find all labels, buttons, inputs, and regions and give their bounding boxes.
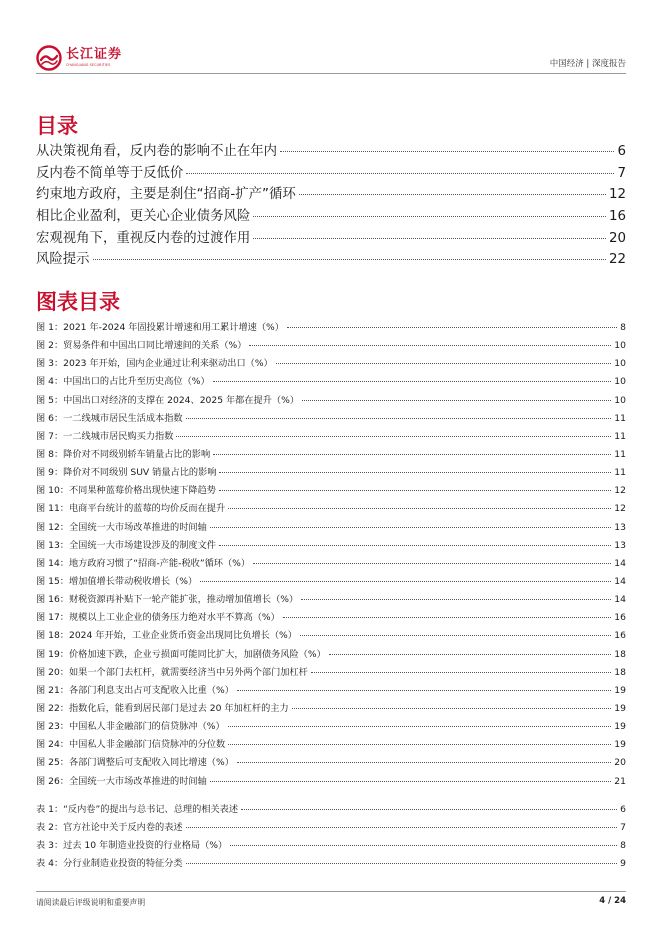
- figure-entry[interactable]: [36, 446, 626, 464]
- toc-entry-title[interactable]: 宏观视角下，重视反内卷的过渡作用: [36, 230, 251, 246]
- figure-entry-page[interactable]: 14: [614, 594, 626, 606]
- dot-leader: [283, 617, 611, 618]
- figure-entry[interactable]: [36, 700, 626, 718]
- figures-title: 图表目录: [36, 290, 120, 314]
- figure-entry-page[interactable]: 10: [614, 358, 626, 370]
- figure-entry-page[interactable]: 14: [614, 557, 626, 569]
- figure-entry[interactable]: [36, 482, 626, 500]
- footer-disclaimer: 请阅读最后评级说明和重要声明: [36, 898, 146, 907]
- dot-leader: [210, 781, 611, 782]
- logo-chinese-name: 长江证券: [66, 47, 123, 62]
- figure-entry[interactable]: [36, 410, 626, 428]
- header-divider: [36, 73, 626, 74]
- dot-leader: [329, 654, 612, 655]
- table-entry[interactable]: [36, 819, 626, 837]
- dot-leader: [219, 472, 611, 473]
- figure-entry-page[interactable]: 16: [614, 612, 626, 624]
- figure-entry-title[interactable]: 图 26：全国统一大市场改革推进的时间轴: [36, 775, 207, 787]
- figure-entry-page[interactable]: 13: [614, 539, 626, 551]
- figure-entry-title[interactable]: 图 12：全国统一大市场改革推进的时间轴: [36, 521, 207, 533]
- logo-english-name: CHANGJIANG SECURITIES: [66, 63, 111, 67]
- changjiang-logo-icon: [36, 45, 62, 71]
- report-category: 中国经济 | 深度报告: [549, 59, 626, 69]
- table-entry-title[interactable]: 表 3：过去 10 年制造业投资的行业格局（%）: [36, 840, 228, 851]
- figure-entry-page[interactable]: 10: [614, 394, 626, 406]
- toc-entry-title[interactable]: 从决策视角看，反内卷的影响不止在年内: [36, 144, 278, 159]
- figure-entry-title[interactable]: 图 22：指数化后，能看到居民部门是过去 20 年加杠杆的主力: [36, 702, 289, 714]
- figure-entry-page[interactable]: 19: [614, 702, 626, 714]
- figure-entry-page[interactable]: 13: [614, 521, 626, 533]
- toc-entry-page[interactable]: 12: [608, 187, 626, 203]
- figure-entry[interactable]: [36, 646, 626, 664]
- toc-entry-title[interactable]: 相比企业盈利，更关心企业债务风险: [36, 209, 251, 225]
- figure-entry-title[interactable]: 图 20：如果一个部门去杠杆，就需要经济当中另外两个部门加杠杆: [36, 666, 308, 678]
- figure-entry[interactable]: [36, 519, 626, 537]
- dot-leader: [219, 490, 611, 491]
- figure-entry-title[interactable]: 图 15：增加值增长带动税收增长（%）: [36, 575, 198, 587]
- figure-entry-title[interactable]: 图 3：2023 年开始，国内企业通过让利来驱动出口（%）: [36, 358, 273, 370]
- figure-entry-page[interactable]: 8: [620, 322, 626, 333]
- figure-entry-title[interactable]: 图 13：全国统一大市场建设涉及的制度文件: [36, 539, 216, 551]
- figure-entry-title[interactable]: 图 11：电商平台统计的蓝莓的均价反而在提升: [36, 503, 226, 515]
- figure-entry[interactable]: [36, 428, 626, 446]
- dot-leader: [237, 690, 611, 691]
- dot-leader: [230, 845, 617, 846]
- dot-leader: [176, 436, 611, 437]
- page-indicator: 4 / 24: [599, 896, 626, 906]
- figure-entry[interactable]: [36, 337, 626, 355]
- figure-entry[interactable]: [36, 537, 626, 555]
- dot-leader: [93, 259, 606, 260]
- figure-entry-page[interactable]: 20: [614, 757, 626, 769]
- toc-title: 目录: [36, 114, 78, 138]
- dot-leader: [237, 762, 611, 763]
- dot-leader: [213, 381, 612, 382]
- dot-leader: [276, 363, 612, 364]
- figure-entry-page[interactable]: 11: [614, 448, 626, 460]
- figure-entry-page[interactable]: 18: [614, 648, 626, 660]
- dot-leader: [186, 418, 612, 419]
- table-entry-title[interactable]: 表 1：“反内卷”的提出与总书记、总理的相关表述: [36, 804, 239, 815]
- figure-entry[interactable]: [36, 682, 626, 700]
- dot-leader: [186, 827, 618, 828]
- toc-entry[interactable]: [36, 205, 626, 227]
- company-logo: [36, 45, 122, 71]
- figure-entry-page[interactable]: 11: [614, 467, 626, 479]
- toc-entry[interactable]: [36, 162, 626, 184]
- figure-entry-page[interactable]: 18: [614, 666, 626, 678]
- table-entry-page[interactable]: 7: [620, 822, 626, 833]
- table-entry-title[interactable]: 表 4：分行业制造业投资的特征分类: [36, 858, 183, 869]
- figure-entry-page[interactable]: 19: [614, 684, 626, 696]
- table-entry[interactable]: [36, 801, 626, 819]
- dot-leader: [241, 809, 617, 810]
- dot-leader: [228, 726, 612, 727]
- figure-entry[interactable]: [36, 664, 626, 682]
- figure-entry-title[interactable]: 图 19：价格加速下跌，企业亏损面可能同比扩大，加剧债务风险（%）: [36, 648, 326, 660]
- figure-entry[interactable]: [36, 718, 626, 736]
- toc-entry-title[interactable]: 约束地方政府，主要是刹住“招商-扩产”循环: [36, 187, 296, 203]
- figure-entry[interactable]: [36, 573, 626, 591]
- figure-entry-page[interactable]: 10: [614, 376, 626, 388]
- dot-leader: [228, 508, 611, 509]
- figure-entry-title[interactable]: 图 1：2021 年-2024 年固投累计增速和用工累计增速（%）: [36, 322, 284, 333]
- figure-entry-title[interactable]: 图 23：中国私人非金融部门的信贷脉冲（%）: [36, 721, 225, 733]
- figure-entry[interactable]: [36, 464, 626, 482]
- figure-entry-title[interactable]: 图 21：各部门利息支出占可支配收入比重（%）: [36, 684, 234, 696]
- toc-entry[interactable]: [36, 140, 626, 162]
- figure-entry-title[interactable]: 图 8：降价对不同级别轿车销量占比的影响: [36, 448, 211, 460]
- figure-entry-page[interactable]: 19: [614, 739, 626, 751]
- footer-divider: [36, 891, 626, 892]
- figure-entry[interactable]: [36, 392, 626, 410]
- dot-leader: [219, 545, 611, 546]
- toc-entry-title[interactable]: 反内卷不简单等于反低价: [36, 165, 184, 181]
- dot-leader: [249, 345, 611, 346]
- figure-entry[interactable]: [36, 500, 626, 518]
- table-entry-page[interactable]: 8: [620, 840, 626, 851]
- dot-leader: [253, 238, 606, 239]
- dot-leader: [253, 216, 606, 217]
- figure-entry[interactable]: [36, 319, 626, 337]
- figure-entry-page[interactable]: 11: [614, 430, 626, 442]
- dot-leader: [299, 194, 606, 195]
- dot-leader: [280, 151, 614, 152]
- toc-entry-page[interactable]: 22: [608, 252, 626, 268]
- toc-entry-page[interactable]: 16: [608, 209, 626, 225]
- toc-entry[interactable]: [36, 248, 626, 270]
- toc-entry[interactable]: [36, 183, 626, 205]
- table-entry[interactable]: [36, 855, 626, 873]
- figure-entry-title[interactable]: 图 2：贸易条件和中国出口同比增速间的关系（%）: [36, 340, 247, 352]
- figure-entry-title[interactable]: 图 10：不同果种蓝莓价格出现快速下降趋势: [36, 485, 216, 497]
- dot-leader: [253, 563, 611, 564]
- figure-entry-title[interactable]: 图 4：中国出口的占比升至历史高位（%）: [36, 376, 210, 388]
- dot-leader: [186, 863, 618, 864]
- toc-entry-title[interactable]: 风险提示: [36, 252, 90, 268]
- figure-entry-title[interactable]: 图 18：2024 年开始，工业企业货币资金出现同比负增长（%）: [36, 630, 297, 642]
- figure-entry[interactable]: [36, 555, 626, 573]
- figure-entry[interactable]: [36, 754, 626, 772]
- figure-entry-page[interactable]: 19: [614, 721, 626, 733]
- table-entry-title[interactable]: 表 2：官方社论中关于反内卷的表述: [36, 822, 183, 833]
- figure-entry-page[interactable]: 12: [614, 503, 626, 515]
- figure-entry-page[interactable]: 11: [614, 412, 626, 424]
- table-entry-page[interactable]: 6: [620, 804, 626, 815]
- dot-leader: [186, 173, 614, 174]
- table-entry-page[interactable]: 9: [620, 858, 626, 869]
- dot-leader: [213, 454, 611, 455]
- dot-leader: [228, 744, 611, 745]
- figure-entry[interactable]: [36, 355, 626, 373]
- dot-leader: [300, 635, 611, 636]
- figure-entry[interactable]: [36, 736, 626, 754]
- table-entry[interactable]: [36, 837, 626, 855]
- figure-entry[interactable]: [36, 591, 626, 609]
- figure-list: [36, 319, 626, 791]
- figure-entry-title[interactable]: 图 7：一二线城市居民购买力指数: [36, 430, 174, 442]
- dot-leader: [292, 708, 612, 709]
- figure-entry-page[interactable]: 16: [614, 630, 626, 642]
- figure-entry-page[interactable]: 10: [614, 340, 626, 352]
- dot-leader: [302, 400, 611, 401]
- figure-entry-title[interactable]: 图 6：一二线城市居民生活成本指数: [36, 412, 183, 424]
- figure-entry-page[interactable]: 14: [614, 575, 626, 587]
- figure-entry[interactable]: [36, 609, 626, 627]
- figure-entry-title[interactable]: 图 25：各部门调整后可支配收入同比增速（%）: [36, 757, 234, 769]
- figure-entry-title[interactable]: 图 14：地方政府习惯了“招商-产能-税收”循环（%）: [36, 557, 251, 569]
- toc-entry-page[interactable]: 20: [608, 230, 626, 246]
- dot-leader: [210, 527, 611, 528]
- toc-entry[interactable]: [36, 227, 626, 249]
- dot-leader: [287, 327, 617, 328]
- figure-entry-title[interactable]: 图 17：规模以上工业企业的债务压力绝对水平不算高（%）: [36, 612, 280, 624]
- figure-entry[interactable]: [36, 627, 626, 645]
- figure-entry[interactable]: [36, 773, 626, 791]
- figure-entry-title[interactable]: 图 9：降价对不同级别 SUV 销量占比的影响: [36, 467, 217, 479]
- toc-list: [36, 140, 626, 270]
- figure-entry-page[interactable]: 21: [614, 775, 626, 787]
- table-list: [36, 801, 626, 873]
- figure-entry-title[interactable]: 图 5：中国出口对经济的支撑在 2024、2025 年都在提升（%）: [36, 394, 300, 406]
- figure-entry-title[interactable]: 图 24：中国私人非金融部门信贷脉冲的分位数: [36, 739, 226, 751]
- figure-entry-title[interactable]: 图 16：财税资源再补贴下一轮产能扩张，推动增加值增长（%）: [36, 594, 299, 606]
- figure-entry-page[interactable]: 12: [614, 485, 626, 497]
- dot-leader: [301, 599, 611, 600]
- figure-entry[interactable]: [36, 373, 626, 391]
- toc-entry-page[interactable]: 7: [617, 165, 626, 181]
- dot-leader: [200, 581, 611, 582]
- toc-entry-page[interactable]: 6: [617, 144, 626, 159]
- dot-leader: [311, 672, 611, 673]
